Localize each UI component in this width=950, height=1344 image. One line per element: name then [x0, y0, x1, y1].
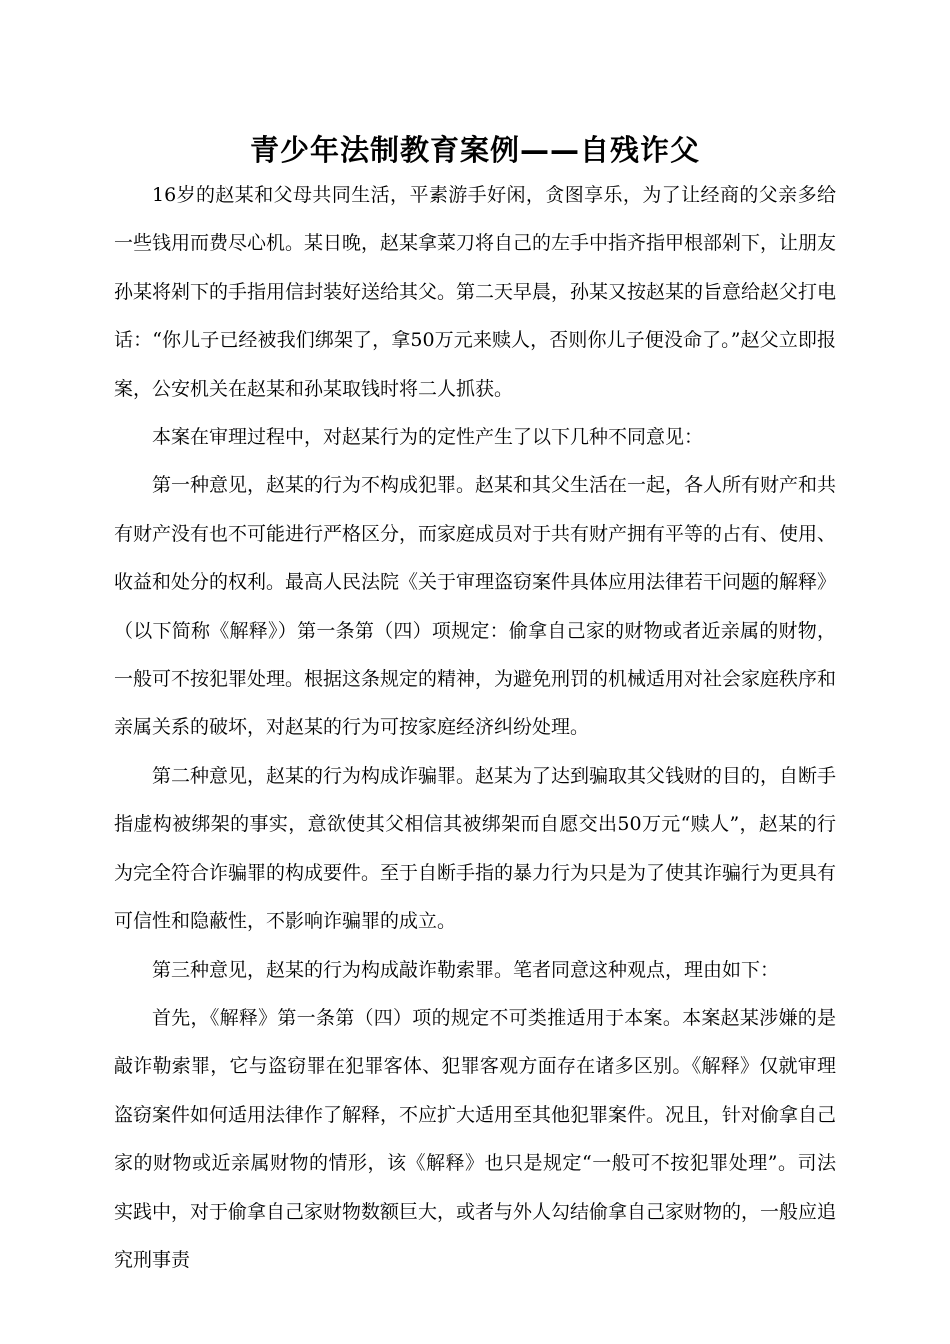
paragraph-opinion-three: 第三种意见，赵某的行为构成敲诈勒索罪。笔者同意这种观点，理由如下： [152, 958, 780, 981]
document-body [114, 171, 836, 1284]
paragraph-opinion-one: 第一种意见，赵某的行为不构成犯罪。赵某和其父生活在一起，各人所有财产和共有财产没有也不可能进行严格区分，而家庭成员对于共有财产拥有平等的占有、使用、收益和处分的权利。最高人民法院《关于审理盗窃案件具体应用法律若干问题的解释》（以下简称《解释》）第一条第（四）项规定：偷拿自己家的财物或者近亲属的财物，一般可不按犯罪处理。根据这条规定的精神，为避免刑罚的机械适用对社会家庭秩序和亲属关系的破坏，对赵某的行为可按家庭经济纠纷处理。 [114, 474, 837, 739]
paragraph-opinion-two: 第二种意见，赵某的行为构成诈骗罪。赵某为了达到骗取其父钱财的目的，自断手指虚构被绑架的事实，意欲使其父相信其被绑架而自愿交出50万元“赎人”，赵某的行为完全符合诈骗罪的构成要件。至于自断手指的暴力行为只是为了使其诈骗行为更具有可信性和隐蔽性，不影响诈骗罪的成立。 [114, 764, 837, 933]
document-title: 青少年法制教育案例——自残诈父 [249, 133, 700, 167]
paragraph-opinions-intro: 本案在审理过程中，对赵某行为的定性产生了以下几种不同意见： [152, 426, 704, 449]
paragraph-case-facts: 16岁的赵某和父母共同生活，平素游手好闲，贪图享乐，为了让经商的父亲多给一些钱用而费尽心机。某日晚，赵某拿菜刀将自己的左手中指齐指甲根部剁下，让朋友孙某将剁下的手指用信封装好送给其父。第二天早晨，孙某又按赵某的旨意给赵父打电话：“你儿子已经被我们绑架了，拿50万元来赎人，否则你儿子便没命了。”赵父立即报案，公安机关在赵某和孙某取钱时将二人抓获。 [114, 184, 837, 400]
paragraph-reason-first: 首先，《解释》第一条第（四）项的规定不可类推适用于本案。本案赵某涉嫌的是敲诈勒索罪，它与盗窃罪在犯罪客体、犯罪客观方面存在诸多区别。《解释》仅就审理盗窃案件如何适用法律作了解释，不应扩大适用至其他犯罪案件。况且，针对偷拿自己家的财物或近亲属财物的情形，该《解释》也只是规定“一般可不按犯罪处理”。司法实践中，对于偷拿自己家财物数额巨大，或者与外人勾结偷拿自己家财物的，一般应追究刑事责 [114, 1006, 837, 1271]
